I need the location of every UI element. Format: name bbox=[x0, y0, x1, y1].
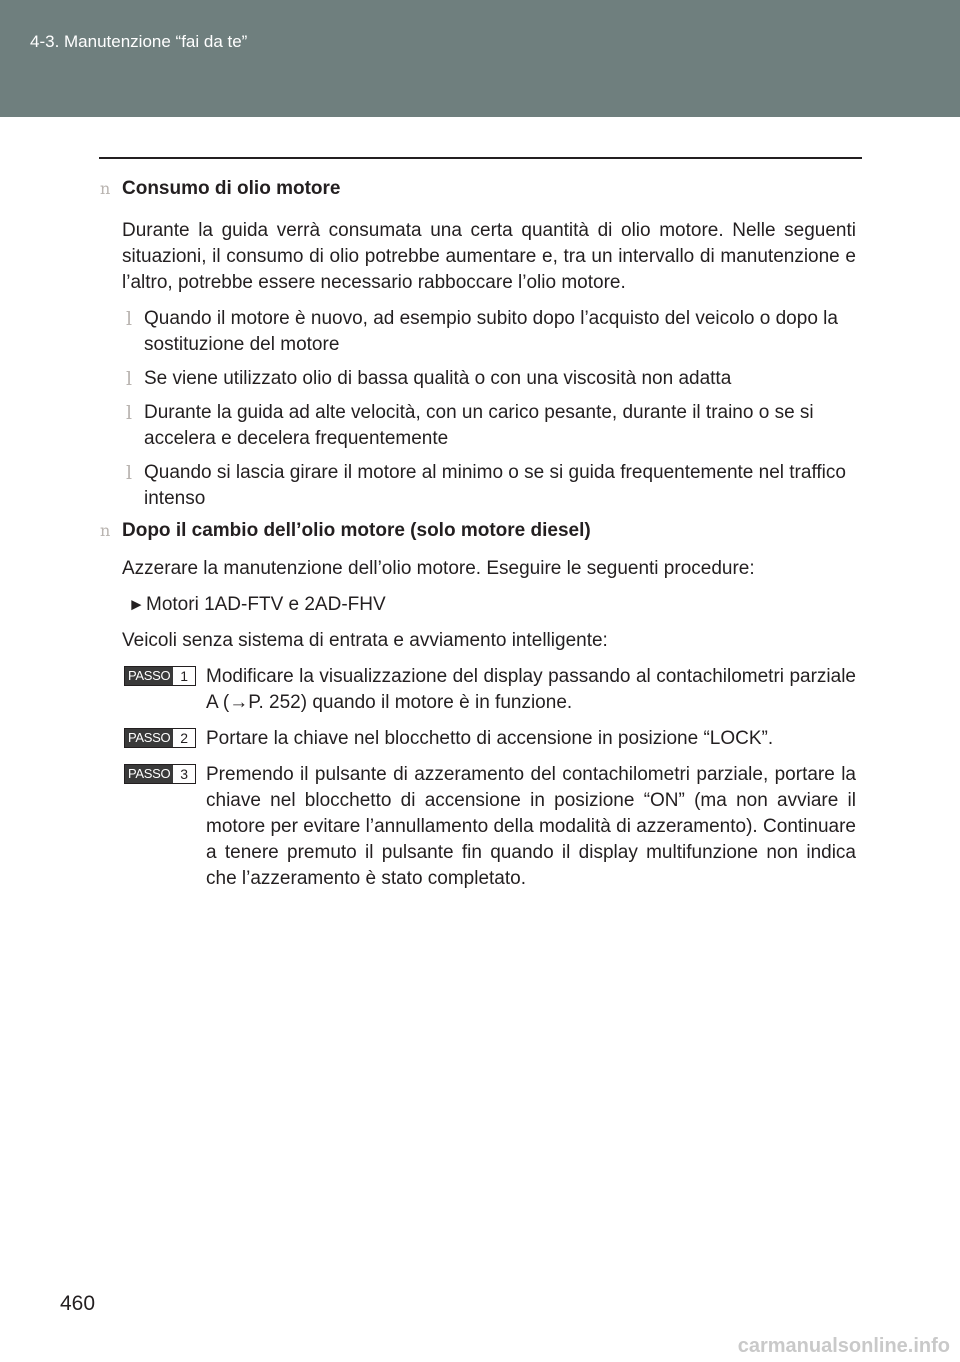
engine-variant-line bbox=[128, 592, 856, 618]
step-text: Modificare la visualizzazione del display passando al contachilometri parziale A (→P. 252) quando il motore è in funzione. bbox=[206, 666, 856, 713]
step-text: Premendo il pulsante di azzeramento del contachilometri parziale, portare la chiave nel blocchetto di accensione in posizione “ON” (ma non avviare il motore per evitare l’annullamento della modalità di azzeramento). Continuare a tenere premuto il pulsante fin quando il display multifunzione non indica che l’azzeramento è stato completato. bbox=[206, 764, 856, 889]
list-item-text: Durante la guida ad alte velocità, con un carico pesante, durante il traino o se si accelera e decelera frequentemente bbox=[144, 402, 814, 449]
vehicle-condition: Veicoli senza sistema di entrata e avviamento intelligente: bbox=[122, 630, 608, 651]
step-badge-number: 2 bbox=[173, 729, 195, 747]
section-heading-text: Consumo di olio motore bbox=[122, 178, 341, 199]
list-item bbox=[126, 366, 856, 392]
section-marker: n bbox=[100, 521, 111, 540]
list-item bbox=[126, 400, 856, 452]
list-marker: l bbox=[126, 402, 133, 424]
list-item-text: Quando si lascia girare il motore al minimo o se si guida frequentemente nel traffico intenso bbox=[144, 462, 846, 509]
step-badge bbox=[124, 764, 196, 784]
triangle-arrow-icon: ► bbox=[128, 595, 145, 614]
step-text: Portare la chiave nel blocchetto di accensione in posizione “LOCK”. bbox=[206, 728, 774, 749]
section-marker: n bbox=[100, 179, 111, 198]
list-item bbox=[126, 460, 856, 512]
section-intro: Durante la guida verrà consumata una certa quantità di olio motore. Nelle seguenti situazioni, il consumo di olio potrebbe aumentare e, tra un intervallo di manutenzione e l’altro, potrebbe essere necessario rabboccare l’olio motore. bbox=[122, 220, 856, 293]
section-heading-oil-change bbox=[100, 520, 856, 554]
list-item-text: Quando il motore è nuovo, ad esempio subito dopo l’acquisto del veicolo o dopo la sostituzione del motore bbox=[144, 308, 838, 355]
list-item-text: Se viene utilizzato olio di bassa qualità o con una viscosità non adatta bbox=[144, 368, 732, 389]
step-badge-label: PASSO bbox=[125, 729, 173, 747]
list-marker: l bbox=[126, 308, 133, 330]
step-badge-label: PASSO bbox=[125, 667, 173, 685]
step-badge-number: 1 bbox=[173, 667, 195, 685]
section-heading-text: Dopo il cambio dell’olio motore (solo motore diesel) bbox=[122, 520, 591, 541]
chapter-title: 4-3. Manutenzione “fai da te” bbox=[30, 32, 248, 51]
watermark-text: carmanualsonline.info bbox=[737, 1335, 950, 1357]
procedure-step bbox=[100, 762, 856, 892]
step-badge-number: 3 bbox=[173, 765, 195, 783]
list-marker: l bbox=[126, 462, 133, 484]
page-content bbox=[100, 178, 856, 892]
step-badge bbox=[124, 728, 196, 748]
top-divider bbox=[99, 157, 862, 159]
list-item bbox=[126, 306, 856, 358]
list-marker: l bbox=[126, 368, 133, 390]
section-heading-oil-consumption bbox=[100, 178, 856, 212]
section-intro: Azzerare la manutenzione dell’olio motore. Eseguire le seguenti procedure: bbox=[122, 558, 755, 579]
step-badge bbox=[124, 666, 196, 686]
engine-variant-text: Motori 1AD-FTV e 2AD-FHV bbox=[146, 594, 386, 615]
procedure-step bbox=[100, 664, 856, 716]
page-number: 460 bbox=[60, 1292, 96, 1315]
page-footer bbox=[0, 1322, 960, 1362]
procedure-step bbox=[100, 726, 856, 752]
step-badge-label: PASSO bbox=[125, 765, 173, 783]
page-header bbox=[0, 0, 960, 117]
